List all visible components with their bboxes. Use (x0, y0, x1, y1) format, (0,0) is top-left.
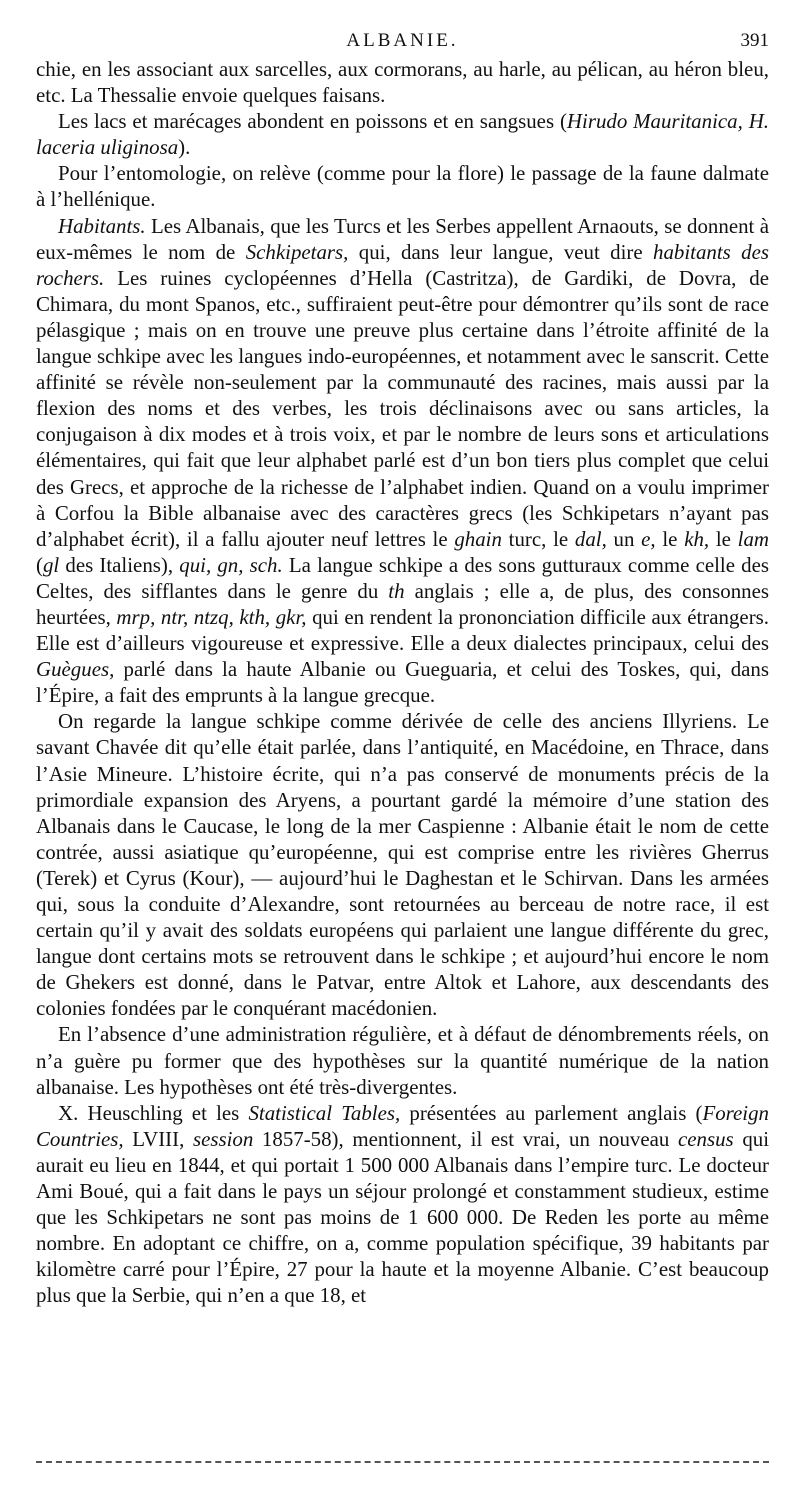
text-run: un (606, 526, 642, 551)
italic-run: dal, (574, 526, 607, 551)
document-page (36, 26, 769, 1309)
text-run: des Italiens), (59, 552, 180, 577)
italic-run: th (388, 578, 405, 603)
text-run: Les lacs et marécages abondent en poissons et en sangsues ( (58, 109, 567, 134)
text-run: Pour l’entomologie, on relève (comme pour la flore) le passage de la faune dalmate à l’hellénique. (36, 161, 769, 212)
italic-run: Foreign Countries, (36, 1100, 769, 1151)
italic-run: Habitants. (58, 213, 146, 238)
paragraph (36, 108, 769, 160)
text-run: Les ruines cyclopéennes d’Hella (Castritza), de Gardiki, de Dovra, de Chimara, du mont Spanos, etc., suffiraient peut-être pour démontrer qu’ils sont de race pélasgique ; mais on en trouve une preuve plus certaine dans l’étroite affinité de la langue schkipe avec les langues indo-européennes, et notamment avec le sanscrit. Cette affinité se révèle non-seulement par la communauté des racines, mais aussi par la flexion des noms et des verbes, les trois déclinaisons avec ou sans articles, la conjugaison à dix modes et à trois voix, et par le nombre de leurs sons et articulations élémentaires, qui fait que leur alphabet parlé est d’un bon tiers plus complet que celui des Grecs, et approche de la richesse de l’alphabet indien. Quand on a voulu imprimer à Corfou la Bible albanaise avec des caractères grecs (les Schkipetars n’ayant pas d’alphabet écrit), il a fallu ajouter neuf lettres le (36, 265, 769, 551)
italic-run: e, (641, 526, 656, 551)
italic-run: Guègues, (36, 657, 115, 682)
text-run: le (709, 526, 738, 551)
italic-run: lam (737, 526, 770, 551)
paragraph (36, 160, 769, 212)
page-number: 391 (740, 30, 769, 51)
text-run: présentées au parlement anglais ( (400, 1100, 703, 1125)
text-run: parlé dans la haute Albanie ou Gueguaria, et celui des Toskes, qui, dans l’Épire, a fait des emprunts à la langue grecque. (36, 657, 769, 708)
text-run: anglais ; elle a, de plus, des consonnes heurtées, (36, 578, 769, 629)
text-run: Les Albanais, que les Turcs et les Serbes appellent Arnaouts, se donnent à eux-mêmes le nom de (36, 213, 769, 264)
text-run: On regarde la langue schkipe comme dérivée de celle des anciens Illyriens. Le savant Chavée dit qu’elle était parlée, dans l’antiquité, en Macédoine, en Thrace, dans l’Asie Mineure. L’histoire écrite, qui n’a pas conservé de monuments précis de la primordiale expansion des Aryens, a pourtant gardé la mémoire d’une station des Albanais dans le Caucase, le long de la mer Caspienne : Albanie était le nom de cette contrée, aussi asiatique qu’européenne, qui est comprise entre les rivières Gherrus (Terek) et Cyrus (Kour), — aujourd’hui le Daghestan et le Schirvan. Dans les armées qui, sous la conduite d’Alexandre, sont retournées au berceau de notre race, il est certain qu’il y avait des soldats européens qui parlaient une langue différente du grec, langue dont certains mots se retrouvent dans le schkipe ; et aujourd’hui encore le nom de Ghekers est donné, dans le Patvar, entre Altok et Lahore, aux descendants des colonies fondées par le conquérant macédonien. (36, 709, 769, 1021)
paragraph (36, 708, 769, 1021)
text-run: La langue schkipe a des sons gutturaux comme celle des Celtes, des sifflantes dans le genre du (36, 552, 770, 603)
italic-run: session (192, 1126, 254, 1151)
italic-run: gl (42, 552, 60, 577)
text-run: ). (178, 135, 191, 160)
italic-run: Hirudo Mauritanica, H. laceria uliginosa (36, 109, 770, 160)
paragraph (36, 1021, 769, 1099)
paragraph (36, 56, 769, 108)
text-run: qui, dans leur langue, veut dire (348, 239, 654, 264)
italic-run: habitants des rochers. (36, 239, 769, 290)
text-run: qui aurait eu lieu en 1844, et qui portait 1 500 000 Albanais dans l’empire turc. Le docteur Ami Boué, qui a fait dans le pays un séjour prolongé et constamment studieux, estime que les Schkipetars ne sont pas moins de 1 600 000. De Reden les porte au même nombre. En adoptant ce chiffre, on a, comme population spécifique, 39 habitants par kilomètre carré pour l’Épire, 27 pour la haute et la moyenne Albanie. C’est beaucoup plus que la Serbie, qui n’en a que 18, et (36, 1126, 770, 1308)
text-run: En l’absence d’une administration régulière, et à défaut de dénombrements réels, on n’a guère pu former que des hypothèses sur la quantité numérique de la nation albanaise. Les hypothèses ont été très-divergentes. (36, 1022, 769, 1099)
footer-dashed-rule (36, 1461, 769, 1463)
text-run: qui en rendent la prononciation difficile aux étrangers. Elle est d’ailleurs vigoureuse et expressive. Elle a deux dialectes principaux, celui des (36, 604, 770, 656)
text-run: LVIII, (123, 1126, 193, 1151)
italic-run: mrp, ntr, ntzq, kth, gkr, (116, 604, 307, 629)
text-run: ( (36, 552, 43, 577)
italic-run: Statistical Tables, (248, 1100, 401, 1125)
italic-run: kh, (684, 526, 710, 551)
italic-run: Schkipetars, (245, 239, 349, 264)
italic-run: qui, gn, sch. (179, 552, 283, 577)
italic-run: census (677, 1126, 734, 1151)
text-run: turc, le (501, 526, 575, 551)
body-text (36, 56, 769, 1309)
text-run: 1857-58), mentionnent, il est vrai, un nouveau (253, 1126, 678, 1151)
text-run: chie, en les associant aux sarcelles, aux cormorans, au harle, au pélican, au héron bleu, etc. La Thessalie envoie quelques faisans. (36, 57, 769, 108)
text-run: le (655, 526, 685, 551)
running-header (36, 26, 769, 56)
text-run: X. Heuschling et les (58, 1100, 249, 1125)
running-title: ALBANIE. (346, 30, 459, 51)
paragraph (36, 213, 769, 709)
paragraph (36, 1100, 769, 1309)
italic-run: ghain (454, 526, 502, 551)
